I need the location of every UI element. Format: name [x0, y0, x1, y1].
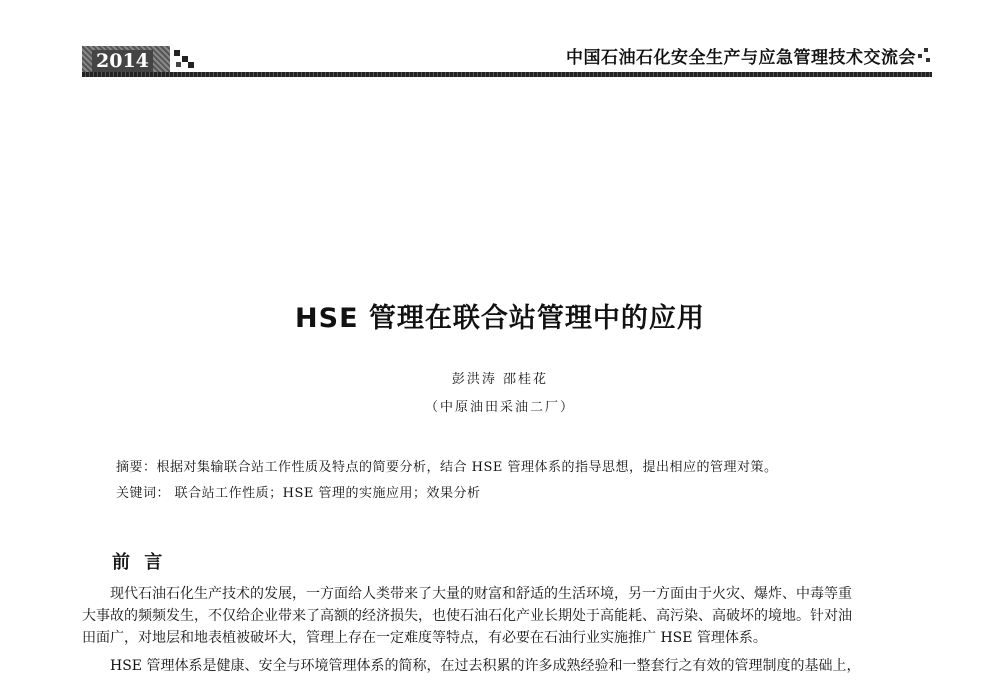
header-rule — [82, 72, 932, 77]
keywords: 关键词： 联合站工作性质；HSE 管理的实施应用；效果分析 — [116, 486, 481, 501]
paper-authors: 彭洪涛 邵桂花 — [451, 372, 549, 387]
paragraph-line: 现代石油石化生产技术的发展，一方面给人类带来了大量的财富和舒适的生活环境，另一方面由于火灾、爆炸、中毒等重 — [110, 586, 852, 602]
paragraph-line: HSE 管理体系是健康、安全与环境管理体系的简称，在过去积累的许多成熟经验和一整套行之有效的管理制度的基础上， — [110, 658, 861, 674]
body-paragraph-2 — [82, 655, 942, 677]
paragraph-line: 大事故的频频发生，不仅给企业带来了高额的经济损失，也使石油石化产业长期处于高能耗、高污染、高破坏的境地。针对油 — [82, 608, 852, 624]
paragraph-line: 田面广，对地层和地表植被破坏大，管理上存在一定难度等特点，有必要在石油行业实施推广 HSE 管理体系。 — [82, 630, 767, 646]
paper-affiliation: （中原油田采油二厂） — [424, 400, 575, 415]
abstract: 摘要：根据对集输联合站工作性质及特点的简要分析，结合 HSE 管理体系的指导思想，提出相应的管理对策。 — [116, 460, 778, 475]
header-year: 2014 — [92, 50, 153, 72]
header-end-ornament-icon — [918, 48, 932, 64]
section-heading: 前 言 — [112, 552, 167, 573]
header-title: 中国石油石化安全生产与应急管理技术交流会 — [566, 48, 916, 68]
paper-title: HSE 管理在联合站管理中的应用 — [295, 303, 705, 334]
page-header — [82, 46, 932, 78]
body-paragraph-1 — [82, 583, 942, 649]
header-ornament-icon — [174, 48, 196, 70]
